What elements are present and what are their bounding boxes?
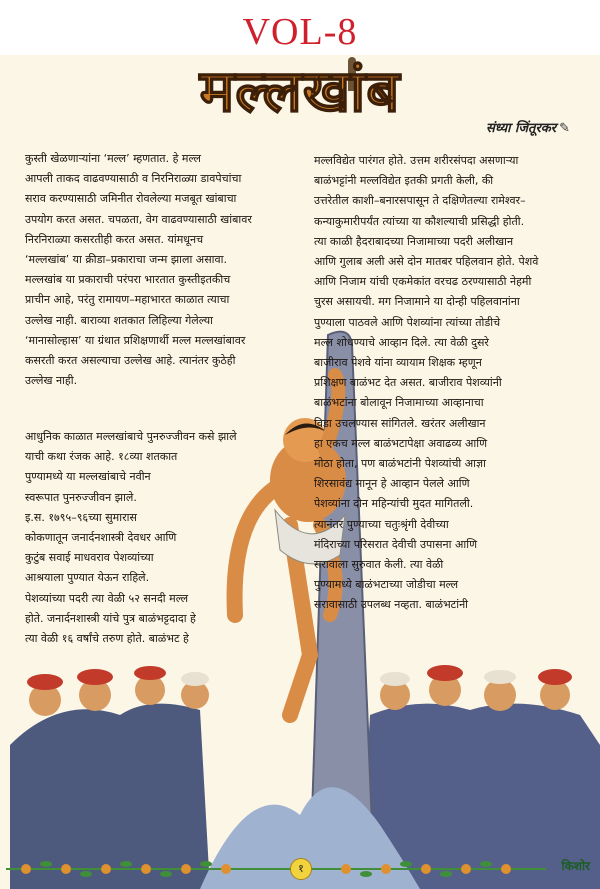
text-line: पेशव्यांना दोन महिन्यांची मुदत मागितली.: [314, 497, 474, 511]
text-line: त्या काळी हैदराबादच्या निजामाच्या पदरी अलीखान: [314, 234, 514, 248]
text-line: ‘मानासोल्हास’ या ग्रंथात प्रशिक्षणार्थी मल्ल मल्लखांबावर: [25, 333, 246, 347]
text-line: प्रशिक्षण बाळंभट देत असत. बाजीराव पेशव्यांनी: [314, 376, 502, 390]
article-page: [0, 55, 600, 889]
text-line: सरावासाठी उपलब्ध नव्हता. बाळंभटांनी: [314, 598, 469, 612]
text-line: हा एकच मल्ल बाळंभटापेक्षा अवाढव्य आणि: [314, 436, 488, 450]
text-line: उल्लेख नाही.: [25, 374, 78, 388]
article-title: मल्लखांब: [199, 57, 401, 125]
magazine-brand: किशोर: [561, 859, 590, 873]
text-line: मल्ल शोधण्याचे आव्हान दिले. त्या वेळी दुसरे: [314, 335, 489, 349]
pen-icon: ✎: [559, 121, 570, 136]
text-line: प्राचीन आहे, परंतु रामायण–महाभारत काळात त्याचा: [25, 293, 230, 307]
text-line: कुटुंब सवाई माधवराव पेशव्यांच्या: [25, 551, 154, 565]
text-line: आपली ताकद वाढवण्यासाठी व निरनिराळ्या डावपेचांचा: [25, 172, 242, 186]
text-line: कुस्ती खेळणाऱ्यांना ‘मल्ल’ म्हणतात. हे मल्ल: [25, 152, 201, 165]
text-line: पुण्यामध्ये या मल्लखांबाचे नवीन: [25, 470, 151, 484]
text-line: सराव करण्यासाठी जमिनीत रोवलेल्या मजबूत खांबाचा: [25, 192, 237, 206]
page-number: १: [290, 858, 312, 880]
volume-label: VOL-8: [242, 11, 358, 53]
text-line: आधुनिक काळात मल्लखांबाचे पुनरुज्जीवन कसे झाले: [25, 430, 237, 443]
text-line: आश्रयाला पुण्यात येऊन राहिले.: [25, 571, 150, 585]
text-line: कोकणातून जनार्दनशास्त्री देवधर आणि: [25, 531, 177, 545]
text-line: याची कथा रंजक आहे. १८व्या शतकात: [25, 450, 178, 464]
left-column-intro: [25, 149, 252, 391]
text-line: मंदिराच्या परिसरात देवीची उपासना आणि: [314, 537, 478, 551]
text-line: आणि निजाम यांची एकमेकांत वरचढ ठरण्यासाठी नेहमी: [314, 275, 532, 289]
page-footer: [0, 849, 600, 889]
left-column-history: [25, 427, 237, 649]
text-line: कन्याकुमारीपर्यंत त्यांच्या या कौशल्याची प्रसिद्धी होती.: [314, 214, 525, 228]
text-line: उल्लेख नाही. बाराव्या शतकात लिहिल्या गेलेल्या: [25, 313, 214, 327]
text-line: पेशव्यांच्या पदरी त्या वेळी ५२ सनदी मल्ल: [25, 591, 189, 605]
text-line: उत्तरेतील काशी–बनारसपासून ते दक्षिणेतल्या रामेश्वर–: [314, 194, 526, 208]
text-line: मल्लखांब या प्रकाराची परंपरा भारतात कुस्तीइतकीच: [25, 273, 231, 287]
text-line: मोठा होता, पण बाळंभटांनी पेशव्यांची आज्ञा: [314, 457, 486, 471]
text-line: स्वरूपात पुनरुज्जीवन झाले.: [25, 490, 137, 504]
author-byline: [486, 118, 570, 136]
text-line: मल्लविद्येत पारंगत होते. उत्तम शरीरसंपदा असणाऱ्या: [314, 154, 519, 167]
text-line: आणि गुलाब अली असे दोन मातबर पहिलवान होते. पेशवे: [314, 255, 539, 269]
text-line: शिरसावंद्य मानून हे आव्हान पेलले आणि: [314, 477, 470, 491]
text-line: चुरस असायची. मग निजामाने या दोन्ही पहिलवानांना: [314, 295, 520, 309]
text-line: बाळंभट्टांनी मल्लविद्येत इतकी प्रगती केली, की: [314, 174, 494, 188]
author-name: संध्या जिंतूरकर: [485, 121, 557, 136]
flower-border-icon: [6, 849, 546, 889]
text-line: उपयोग करत असत. चपळता, वेग वाढवण्यासाठी खांबावर: [25, 212, 252, 226]
text-line: सरावाला सुरुवात केली. त्या वेळी: [314, 558, 444, 572]
text-line: विडा उचलण्यास सांगितले. खरंतर अलीखान: [314, 416, 486, 430]
text-line: होते. जनार्दनशास्त्री यांचे पुत्र बाळंभट्टदादा हे: [25, 611, 196, 625]
text-line: पुण्यामध्ये बाळंभटाच्या जोडीचा मल्ल: [314, 578, 459, 592]
text-line: निरनिराळ्या कसरतीही करत असत. यांमधूनच: [25, 232, 204, 246]
text-line: बाजीराव पेशवे यांना व्यायाम शिक्षक म्हणून: [314, 356, 482, 370]
text-line: ‘मल्लखांब’ या क्रीडा–प्रकाराचा जन्म झाला असावा.: [25, 253, 227, 267]
text-line: पुण्याला पाठवले आणि पेशव्यांना त्यांच्या तोडीचे: [314, 315, 501, 329]
text-line: त्या वेळी १६ वर्षांचे तरुण होते. बाळंभट हे: [25, 632, 189, 646]
text-line: त्यानंतर पुण्याच्या चतुःश्रृंगी देवीच्या: [314, 517, 449, 531]
text-line: इ.स. १७९५–९६च्या सुमारास: [25, 510, 137, 524]
right-column: [314, 151, 538, 616]
text-line: बाळंभटांना बोलावून निजामाच्या आव्हानाचा: [314, 396, 484, 410]
text-line: कसरती करत असल्याचा उल्लेख आहे. त्यानंतर कुठेही: [25, 354, 236, 368]
